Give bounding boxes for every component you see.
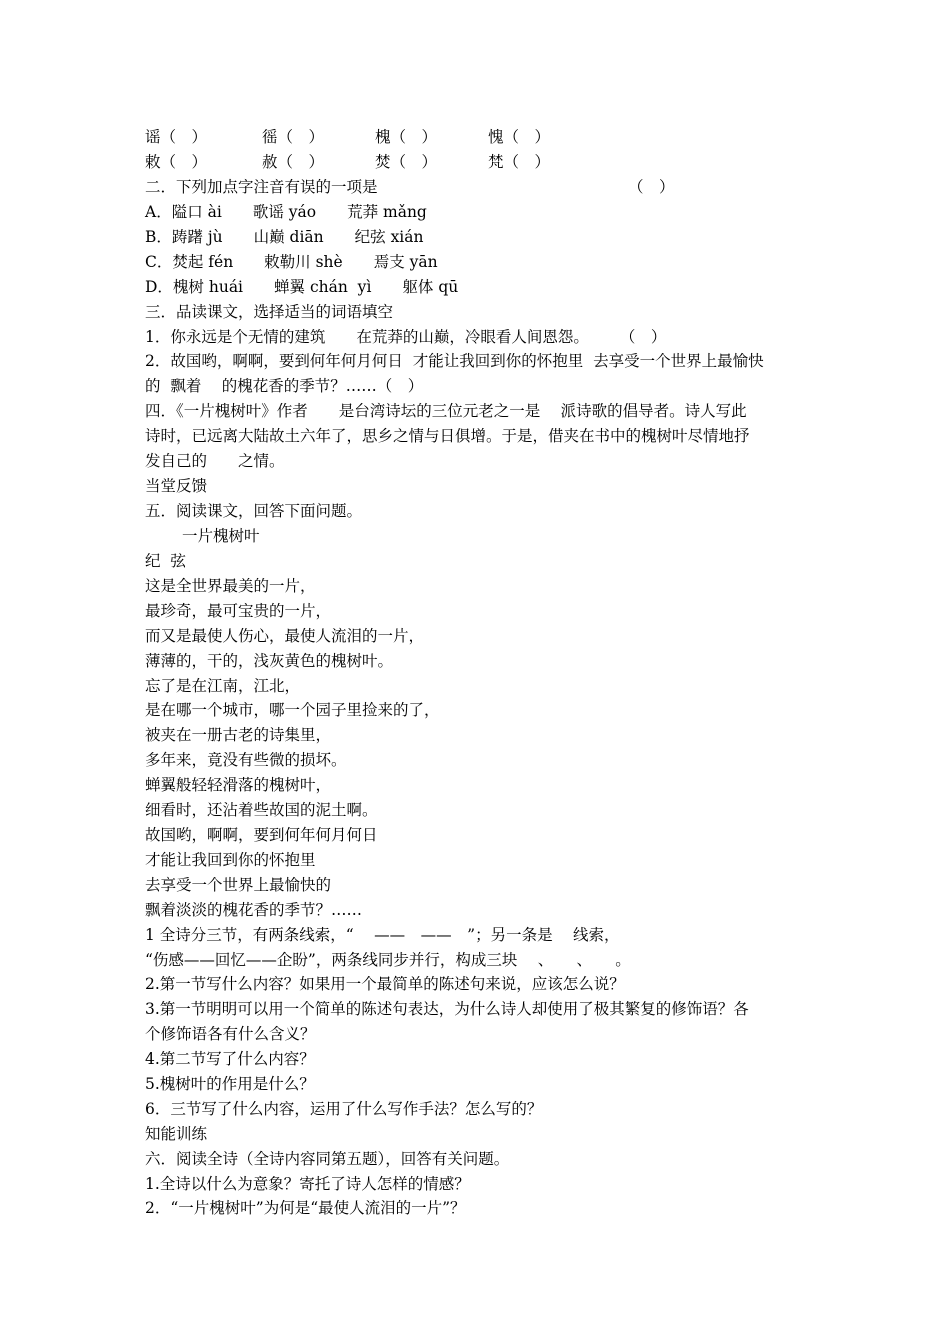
char-cell: 愧（ ）	[488, 128, 551, 146]
poem-line: 忘了是在江南，江北，	[145, 677, 301, 695]
poem-author: 纪 弦	[145, 552, 186, 570]
poem-line: 是在哪一个城市，哪一个园子里捡来的了，	[145, 701, 440, 719]
question-line: 5.槐树叶的作用是什么？	[145, 1075, 315, 1093]
section6-q2: 2．“一片槐树叶”为何是“最使人流泪的一片”？	[145, 1199, 466, 1217]
poem-title: 一片槐树叶	[182, 527, 260, 545]
question-line: 6．三节写了什么内容，运用了什么写作手法？怎么写的？	[145, 1100, 543, 1118]
answer-bracket: （ ）	[628, 178, 675, 196]
poem-line: 细看时，还沾着些故国的泥土啊。	[145, 801, 378, 819]
char-cell: 梵（ ）	[488, 153, 551, 171]
question-line: “伤感——回忆——企盼”，两条线同步并行，构成三块 、 、 。	[145, 951, 631, 969]
char-cell: 焚（ ）	[375, 153, 438, 171]
section3-q2-line1: 2．故国哟，啊啊，要到何年何月何日 才能让我回到你的怀抱里 去享受一个世界上最愉快	[145, 352, 764, 370]
poem-line: 最珍奇，最可宝贵的一片，	[145, 602, 332, 620]
question-line: 3.第一节明明可以用一个简单的陈述句表达，为什么诗人却使用了极其繁复的修饰语？各	[145, 1000, 749, 1018]
option-b: B．踌躇 jù 山巅 diān 纪弦 xián	[145, 228, 424, 246]
option-a: A．隘口 ài 歌谣 yáo 荒莽 mǎng	[145, 203, 427, 221]
question-line: 1 全诗分三节，有两条线索，“ —— —— ”；另一条是 线索，	[145, 926, 620, 944]
section4-line1: 四．《一片槐树叶》作者 是台湾诗坛的三位元老之一是 派诗歌的倡导者。诗人写此	[145, 402, 747, 420]
poem-line: 飘着淡淡的槐花香的季节？……	[145, 901, 363, 919]
char-cell: 谣（ ）	[145, 128, 208, 146]
section3-title: 三．品读课文，选择适当的词语填空	[145, 303, 394, 321]
char-cell: 敕（ ）	[145, 153, 208, 171]
section2-title: 二．下列加点字注音有误的一项是	[145, 178, 378, 196]
poem-line: 故国哟，啊啊，要到何年何月何日	[145, 826, 378, 844]
section6-title: 六．阅读全诗（全诗内容同第五题），回答有关问题。	[145, 1150, 510, 1168]
section3-q2-line2: 的 飘着 的槐花香的季节？……（ ）	[145, 377, 424, 395]
section6-q1: 1.全诗以什么为意象？寄托了诗人怎样的情感？	[145, 1175, 470, 1193]
question-line: 2.第一节写什么内容？如果用一个最简单的陈述句来说，应该怎么说？	[145, 975, 625, 993]
section4-line3: 发自己的 之情。	[145, 452, 285, 470]
poem-line: 才能让我回到你的怀抱里	[145, 851, 316, 869]
option-c: C．焚起 fén 敕勒川 shè 焉支 yān	[145, 253, 438, 271]
poem-line: 被夹在一册古老的诗集里，	[145, 726, 332, 744]
poem-line: 这是全世界最美的一片，	[145, 577, 316, 595]
training-heading: 知能训练	[145, 1125, 208, 1143]
feedback-heading: 当堂反馈	[145, 477, 208, 495]
char-cell: 槐（ ）	[375, 128, 438, 146]
poem-line: 薄薄的，干的，浅灰黄色的槐树叶。	[145, 652, 394, 670]
question-line: 个修饰语各有什么含义？	[145, 1025, 316, 1043]
option-d: D．槐树 huái 蝉翼 chán yì 躯体 qū	[145, 278, 459, 296]
poem-line: 去享受一个世界上最愉快的	[145, 876, 332, 894]
poem-line: 而又是最使人伤心，最使人流泪的一片，	[145, 627, 425, 645]
question-line: 4.第二节写了什么内容？	[145, 1050, 315, 1068]
poem-line: 蝉翼般轻轻滑落的槐树叶，	[145, 776, 332, 794]
poem-line: 多年来，竟没有些微的损坏。	[145, 751, 347, 769]
section3-q1: 1．你永远是个无情的建筑 在荒莽的山巅，冷眼看人间恩怨。 （ ）	[145, 328, 667, 346]
section4-line2: 诗时，已远离大陆故土六年了，思乡之情与日俱增。于是，借夹在书中的槐树叶尽情地抒	[145, 427, 750, 445]
section5-title: 五．阅读课文，回答下面问题。	[145, 502, 363, 520]
char-cell: 赦（ ）	[262, 153, 325, 171]
char-cell: 徭（ ）	[262, 128, 325, 146]
